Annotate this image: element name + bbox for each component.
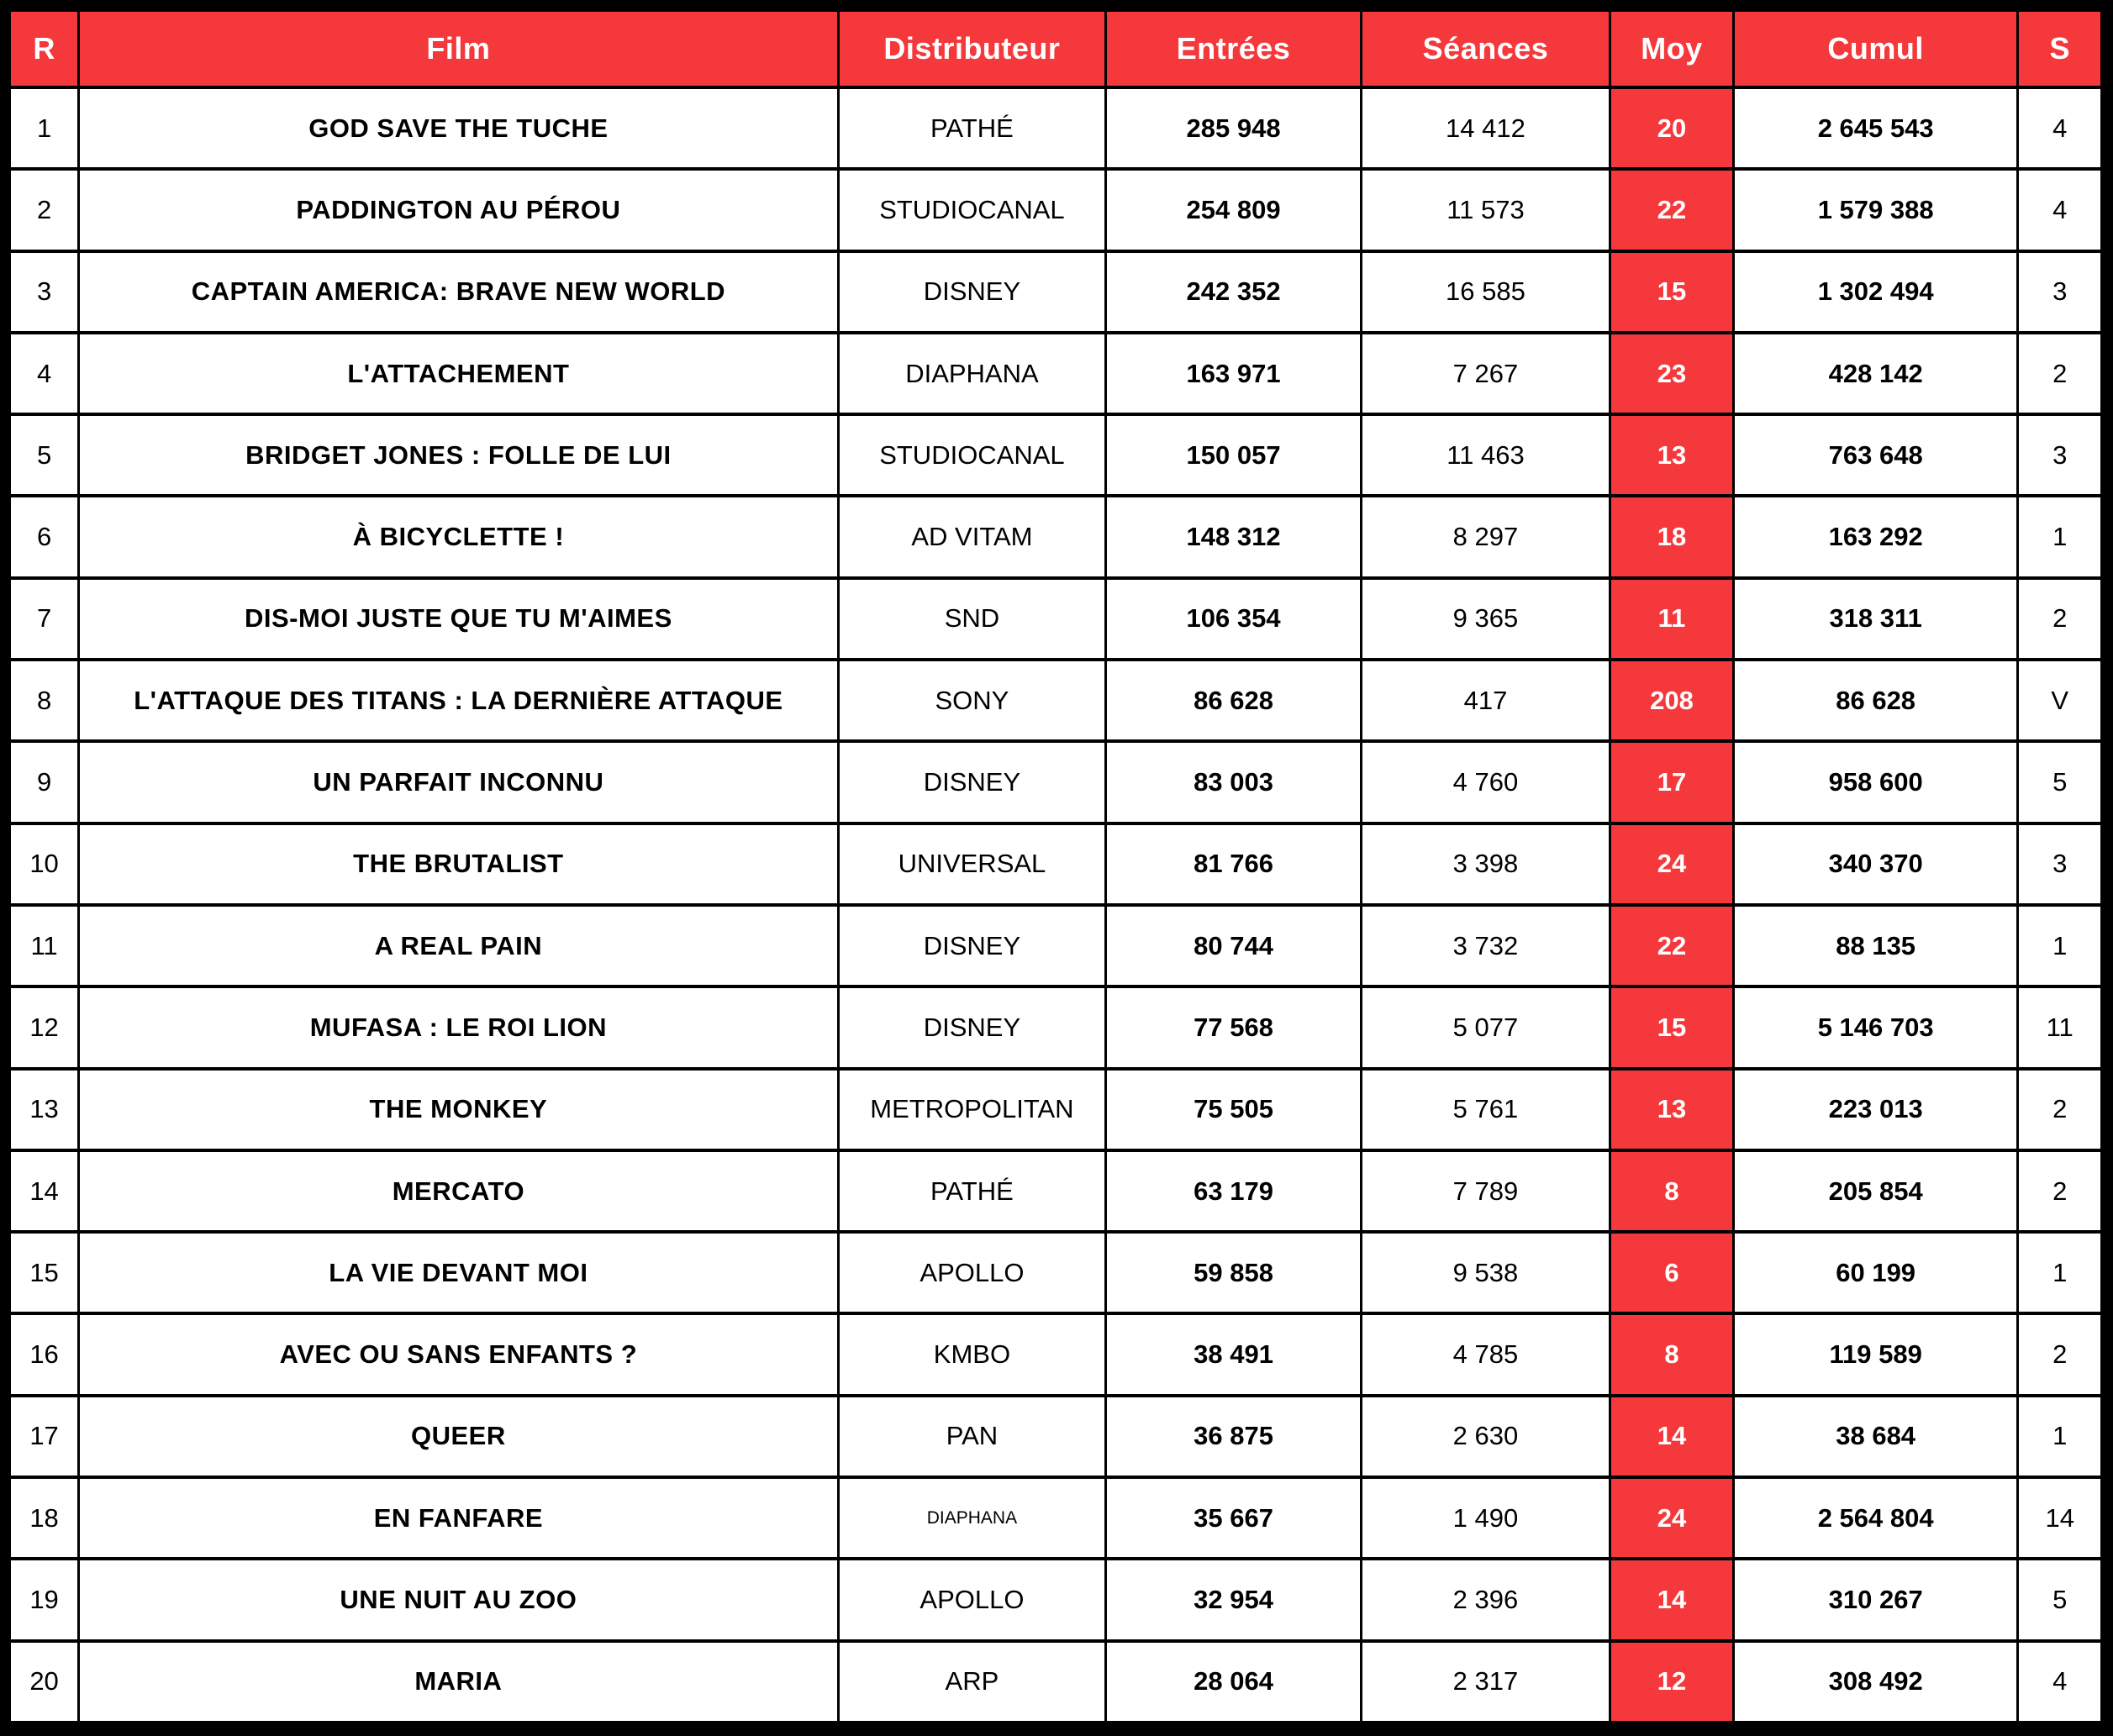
- weeks-cell: 1: [2018, 1396, 2102, 1477]
- film-title-cell: À BICYCLETTE !: [79, 496, 839, 577]
- distributor-cell: UNIVERSAL: [838, 823, 1106, 905]
- rank-cell: 19: [10, 1559, 79, 1640]
- rank-cell: 7: [10, 578, 79, 660]
- table-row: [10, 251, 2102, 333]
- film-title-cell: LA VIE DEVANT MOI: [79, 1232, 839, 1313]
- weeks-cell: 3: [2018, 251, 2102, 333]
- entries-cell: 80 744: [1106, 905, 1362, 986]
- screenings-cell: 2 630: [1361, 1396, 1610, 1477]
- average-cell: 12: [1610, 1641, 1734, 1723]
- distributor-cell: METROPOLITAN: [838, 1069, 1106, 1150]
- rank-cell: 12: [10, 986, 79, 1068]
- cumulative-cell: 163 292: [1733, 496, 2018, 577]
- rank-cell: 17: [10, 1396, 79, 1477]
- header-col-seances: Séances: [1361, 10, 1610, 87]
- cumulative-cell: 2 645 543: [1733, 87, 2018, 169]
- average-cell: 17: [1610, 741, 1734, 823]
- film-title-cell: EN FANFARE: [79, 1477, 839, 1559]
- rank-cell: 13: [10, 1069, 79, 1150]
- weeks-cell: 1: [2018, 1232, 2102, 1313]
- distributor-cell: DISNEY: [838, 986, 1106, 1068]
- rank-cell: 15: [10, 1232, 79, 1313]
- distributor-cell: PATHÉ: [838, 87, 1106, 169]
- distributor-cell: SONY: [838, 660, 1106, 741]
- film-title-cell: L'ATTAQUE DES TITANS : LA DERNIÈRE ATTAQUE: [79, 660, 839, 741]
- weeks-cell: 4: [2018, 1641, 2102, 1723]
- weeks-cell: 5: [2018, 1559, 2102, 1640]
- film-title-cell: GOD SAVE THE TUCHE: [79, 87, 839, 169]
- weeks-cell: 3: [2018, 414, 2102, 496]
- average-cell: 14: [1610, 1559, 1734, 1640]
- weeks-cell: 2: [2018, 578, 2102, 660]
- average-cell: 22: [1610, 169, 1734, 250]
- rank-cell: 5: [10, 414, 79, 496]
- table-row: [10, 333, 2102, 414]
- screenings-cell: 7 789: [1361, 1150, 1610, 1232]
- table-row: [10, 169, 2102, 250]
- film-title-cell: AVEC OU SANS ENFANTS ?: [79, 1313, 839, 1395]
- screenings-cell: 4 760: [1361, 741, 1610, 823]
- distributor-cell: DISNEY: [838, 251, 1106, 333]
- weeks-cell: 1: [2018, 496, 2102, 577]
- entries-cell: 63 179: [1106, 1150, 1362, 1232]
- entries-cell: 36 875: [1106, 1396, 1362, 1477]
- cumulative-cell: 318 311: [1733, 578, 2018, 660]
- distributor-cell: APOLLO: [838, 1232, 1106, 1313]
- table-row: [10, 496, 2102, 577]
- cumulative-cell: 763 648: [1733, 414, 2018, 496]
- entries-cell: 148 312: [1106, 496, 1362, 577]
- entries-cell: 32 954: [1106, 1559, 1362, 1640]
- cumulative-cell: 119 589: [1733, 1313, 2018, 1395]
- screenings-cell: 8 297: [1361, 496, 1610, 577]
- screenings-cell: 14 412: [1361, 87, 1610, 169]
- rank-cell: 9: [10, 741, 79, 823]
- weeks-cell: 2: [2018, 1069, 2102, 1150]
- screenings-cell: 2 317: [1361, 1641, 1610, 1723]
- weeks-cell: 2: [2018, 333, 2102, 414]
- entries-cell: 285 948: [1106, 87, 1362, 169]
- average-cell: 18: [1610, 496, 1734, 577]
- distributor-cell: STUDIOCANAL: [838, 414, 1106, 496]
- screenings-cell: 2 396: [1361, 1559, 1610, 1640]
- film-title-cell: MERCATO: [79, 1150, 839, 1232]
- weeks-cell: 5: [2018, 741, 2102, 823]
- average-cell: 11: [1610, 578, 1734, 660]
- entries-cell: 83 003: [1106, 741, 1362, 823]
- weeks-cell: 4: [2018, 169, 2102, 250]
- weeks-cell: 3: [2018, 823, 2102, 905]
- rank-cell: 20: [10, 1641, 79, 1723]
- cumulative-cell: 5 146 703: [1733, 986, 2018, 1068]
- average-cell: 13: [1610, 414, 1734, 496]
- cumulative-cell: 223 013: [1733, 1069, 2018, 1150]
- screenings-cell: 3 398: [1361, 823, 1610, 905]
- header-col-moy: Moy: [1610, 10, 1734, 87]
- average-cell: 15: [1610, 986, 1734, 1068]
- header-col-cumul: Cumul: [1733, 10, 2018, 87]
- distributor-cell: AD VITAM: [838, 496, 1106, 577]
- rank-cell: 8: [10, 660, 79, 741]
- rank-cell: 16: [10, 1313, 79, 1395]
- entries-cell: 35 667: [1106, 1477, 1362, 1559]
- distributor-cell: PATHÉ: [838, 1150, 1106, 1232]
- weeks-cell: 4: [2018, 87, 2102, 169]
- header-col-s: S: [2018, 10, 2102, 87]
- entries-cell: 150 057: [1106, 414, 1362, 496]
- entries-cell: 242 352: [1106, 251, 1362, 333]
- distributor-cell: DIAPHANA: [838, 333, 1106, 414]
- weeks-cell: 2: [2018, 1313, 2102, 1395]
- average-cell: 24: [1610, 1477, 1734, 1559]
- film-title-cell: DIS-MOI JUSTE QUE TU M'AIMES: [79, 578, 839, 660]
- average-cell: 23: [1610, 333, 1734, 414]
- distributor-cell: DISNEY: [838, 905, 1106, 986]
- box-office-table: [8, 8, 2103, 1724]
- table-row: [10, 1559, 2102, 1640]
- screenings-cell: 11 463: [1361, 414, 1610, 496]
- average-cell: 8: [1610, 1150, 1734, 1232]
- weeks-cell: 2: [2018, 1150, 2102, 1232]
- average-cell: 14: [1610, 1396, 1734, 1477]
- cumulative-cell: 88 135: [1733, 905, 2018, 986]
- rank-cell: 4: [10, 333, 79, 414]
- entries-cell: 38 491: [1106, 1313, 1362, 1395]
- table-row: [10, 1641, 2102, 1723]
- cumulative-cell: 310 267: [1733, 1559, 2018, 1640]
- table-row: [10, 823, 2102, 905]
- film-title-cell: CAPTAIN AMERICA: BRAVE NEW WORLD: [79, 251, 839, 333]
- cumulative-cell: 1 302 494: [1733, 251, 2018, 333]
- distributor-cell: STUDIOCANAL: [838, 169, 1106, 250]
- average-cell: 22: [1610, 905, 1734, 986]
- average-cell: 8: [1610, 1313, 1734, 1395]
- average-cell: 15: [1610, 251, 1734, 333]
- screenings-cell: 9 538: [1361, 1232, 1610, 1313]
- distributor-cell: KMBO: [838, 1313, 1106, 1395]
- table-row: [10, 986, 2102, 1068]
- distributor-cell: DISNEY: [838, 741, 1106, 823]
- rank-cell: 2: [10, 169, 79, 250]
- entries-cell: 163 971: [1106, 333, 1362, 414]
- film-title-cell: A REAL PAIN: [79, 905, 839, 986]
- average-cell: 208: [1610, 660, 1734, 741]
- cumulative-cell: 38 684: [1733, 1396, 2018, 1477]
- rank-cell: 10: [10, 823, 79, 905]
- rank-cell: 18: [10, 1477, 79, 1559]
- distributor-cell: APOLLO: [838, 1559, 1106, 1640]
- screenings-cell: 11 573: [1361, 169, 1610, 250]
- entries-cell: 59 858: [1106, 1232, 1362, 1313]
- screenings-cell: 5 761: [1361, 1069, 1610, 1150]
- screenings-cell: 4 785: [1361, 1313, 1610, 1395]
- table-row: [10, 1232, 2102, 1313]
- rank-cell: 3: [10, 251, 79, 333]
- entries-cell: 106 354: [1106, 578, 1362, 660]
- film-title-cell: UN PARFAIT INCONNU: [79, 741, 839, 823]
- entries-cell: 86 628: [1106, 660, 1362, 741]
- table-row: [10, 660, 2102, 741]
- cumulative-cell: 308 492: [1733, 1641, 2018, 1723]
- distributor-cell: SND: [838, 578, 1106, 660]
- weeks-cell: 11: [2018, 986, 2102, 1068]
- table-row: [10, 905, 2102, 986]
- cumulative-cell: 958 600: [1733, 741, 2018, 823]
- table-row: [10, 414, 2102, 496]
- average-cell: 13: [1610, 1069, 1734, 1150]
- distributor-cell: PAN: [838, 1396, 1106, 1477]
- film-title-cell: BRIDGET JONES : FOLLE DE LUI: [79, 414, 839, 496]
- table-body: [10, 87, 2102, 1723]
- film-title-cell: L'ATTACHEMENT: [79, 333, 839, 414]
- screenings-cell: 9 365: [1361, 578, 1610, 660]
- header-col-film: Film: [79, 10, 839, 87]
- average-cell: 6: [1610, 1232, 1734, 1313]
- screenings-cell: 417: [1361, 660, 1610, 741]
- film-title-cell: PADDINGTON AU PÉROU: [79, 169, 839, 250]
- screenings-cell: 5 077: [1361, 986, 1610, 1068]
- table-row: [10, 741, 2102, 823]
- weeks-cell: 14: [2018, 1477, 2102, 1559]
- cumulative-cell: 60 199: [1733, 1232, 2018, 1313]
- cumulative-cell: 2 564 804: [1733, 1477, 2018, 1559]
- film-title-cell: MARIA: [79, 1641, 839, 1723]
- rank-cell: 14: [10, 1150, 79, 1232]
- weeks-cell: V: [2018, 660, 2102, 741]
- film-title-cell: MUFASA : LE ROI LION: [79, 986, 839, 1068]
- header-row: [10, 10, 2102, 87]
- screenings-cell: 3 732: [1361, 905, 1610, 986]
- distributor-cell: DIAPHANA: [838, 1477, 1106, 1559]
- film-title-cell: THE MONKEY: [79, 1069, 839, 1150]
- cumulative-cell: 340 370: [1733, 823, 2018, 905]
- rank-cell: 11: [10, 905, 79, 986]
- film-title-cell: THE BRUTALIST: [79, 823, 839, 905]
- average-cell: 24: [1610, 823, 1734, 905]
- entries-cell: 254 809: [1106, 169, 1362, 250]
- header-col-entrees: Entrées: [1106, 10, 1362, 87]
- cumulative-cell: 1 579 388: [1733, 169, 2018, 250]
- rank-cell: 6: [10, 496, 79, 577]
- entries-cell: 28 064: [1106, 1641, 1362, 1723]
- weeks-cell: 1: [2018, 905, 2102, 986]
- table-row: [10, 1069, 2102, 1150]
- cumulative-cell: 86 628: [1733, 660, 2018, 741]
- table-row: [10, 1150, 2102, 1232]
- distributor-cell: ARP: [838, 1641, 1106, 1723]
- table-row: [10, 1477, 2102, 1559]
- film-title-cell: QUEER: [79, 1396, 839, 1477]
- table-row: [10, 1313, 2102, 1395]
- entries-cell: 81 766: [1106, 823, 1362, 905]
- table-row: [10, 1396, 2102, 1477]
- screenings-cell: 7 267: [1361, 333, 1610, 414]
- header-col-dist: Distributeur: [838, 10, 1106, 87]
- entries-cell: 77 568: [1106, 986, 1362, 1068]
- cumulative-cell: 205 854: [1733, 1150, 2018, 1232]
- header-col-rank: R: [10, 10, 79, 87]
- entries-cell: 75 505: [1106, 1069, 1362, 1150]
- screenings-cell: 16 585: [1361, 251, 1610, 333]
- rank-cell: 1: [10, 87, 79, 169]
- film-title-cell: UNE NUIT AU ZOO: [79, 1559, 839, 1640]
- table-row: [10, 578, 2102, 660]
- table-row: [10, 87, 2102, 169]
- screenings-cell: 1 490: [1361, 1477, 1610, 1559]
- cumulative-cell: 428 142: [1733, 333, 2018, 414]
- average-cell: 20: [1610, 87, 1734, 169]
